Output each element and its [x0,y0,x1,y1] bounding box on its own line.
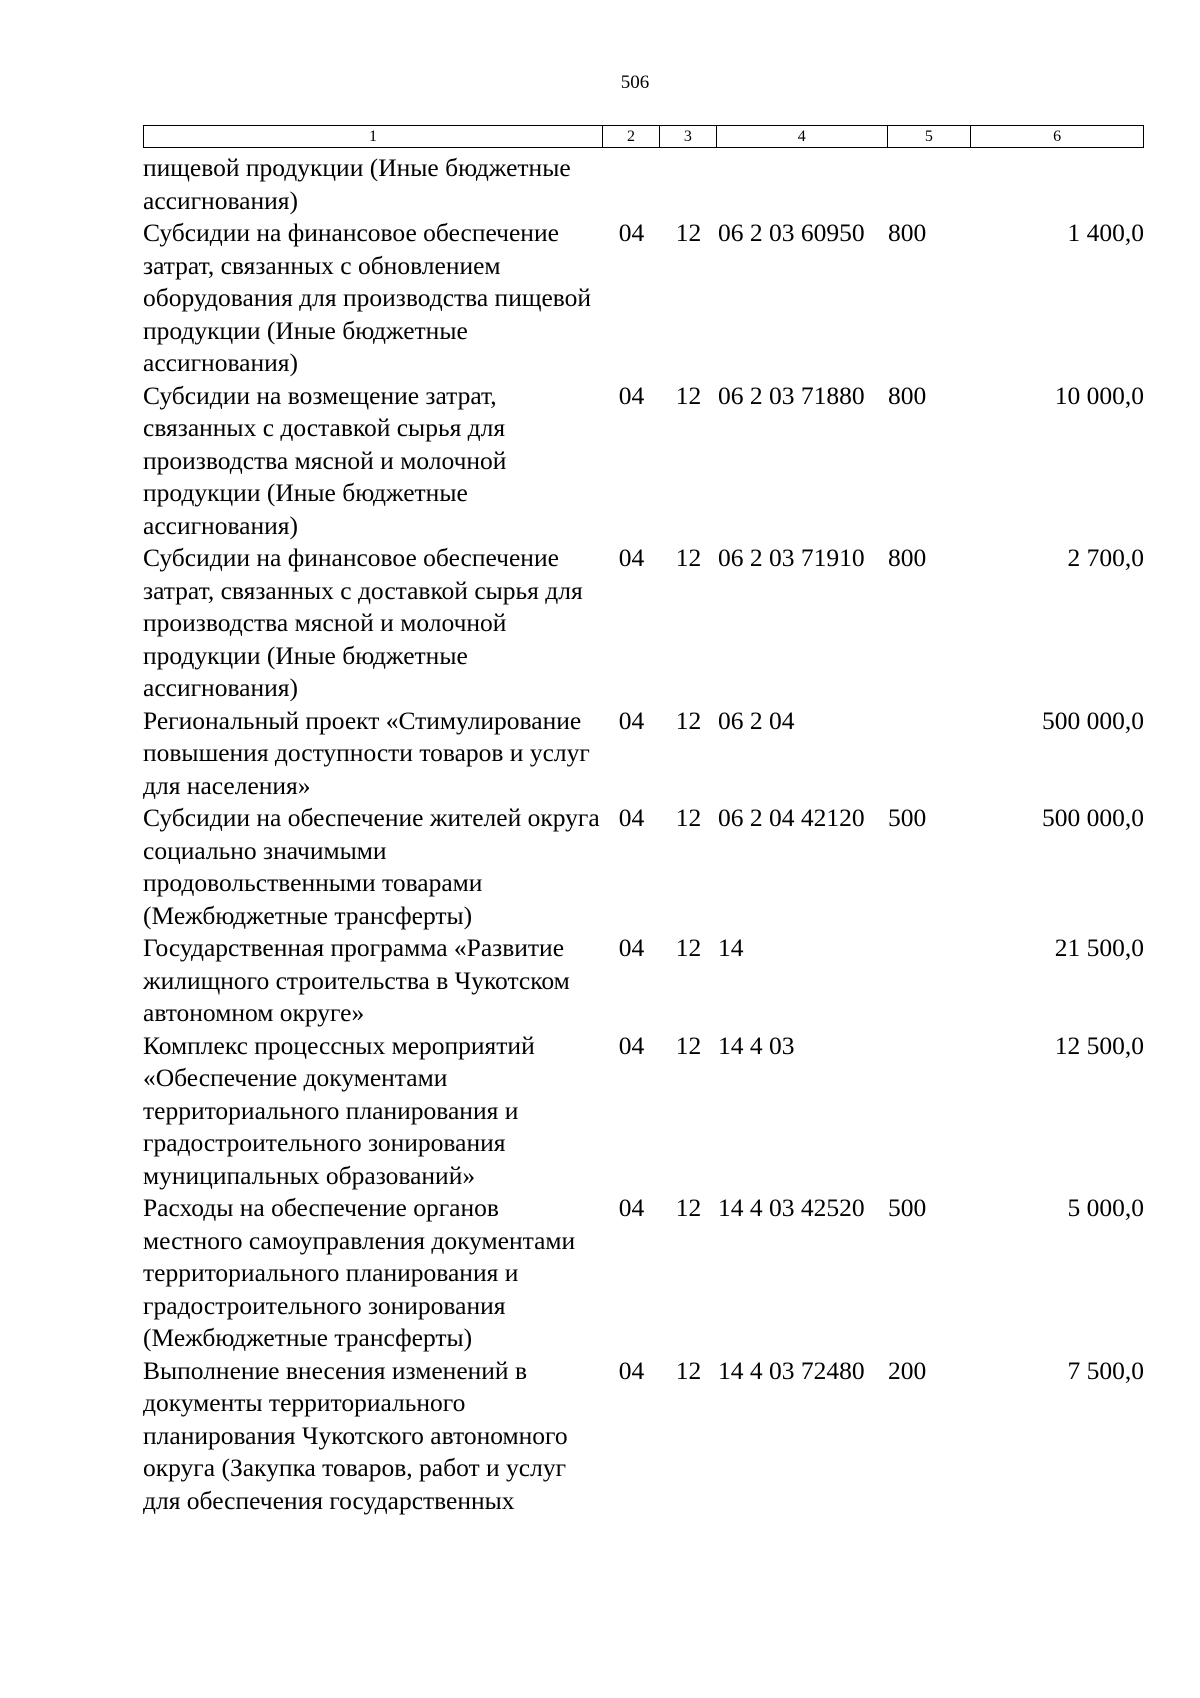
column-header-3: 3 [660,126,717,147]
row-vr [888,152,972,217]
row-vr: 800 [888,218,927,247]
row-pr: 12 [675,380,702,410]
row-rz: 04 [618,803,645,832]
row-rz [603,152,660,217]
row-name: Региональный проект «Стимулирование повышения доступности товаров и услуг для населения» [143,705,590,800]
table-row [143,802,1144,932]
row-vr [888,1030,972,1193]
row-pr: 12 [675,803,702,832]
row-rz: 04 [618,933,645,962]
row-name: Субсидии на финансовое обеспечение затрат, связанных с обновлением оборудования для производства пищевой продукции (Иные бюджетные ассигнования) [143,218,592,377]
row-name: Государственная программа «Развитие жилищного строительства в Чукотском автономном округе» [143,933,570,1027]
row-csr [717,152,888,217]
column-header-5: 5 [888,126,972,147]
row-amount: 5 000,0 [1067,1193,1144,1222]
row-amount: 2 700,0 [1067,543,1144,572]
table-row [143,217,1144,380]
row-vr [888,932,972,1030]
row-vr [888,705,972,803]
row-pr [660,152,717,217]
row-vr: 800 [888,543,927,572]
table-row [143,1030,1144,1193]
row-rz: 04 [618,380,645,410]
row-csr: 14 4 03 42520 [718,1193,865,1222]
row-amount: 21 500,0 [1054,933,1144,962]
row-pr: 12 [675,705,702,735]
table-row [143,380,1144,543]
row-rz: 04 [618,1193,645,1222]
row-pr: 12 [675,543,702,572]
row-amount: 10 000,0 [1054,380,1144,410]
table-body [143,152,1144,1517]
row-vr: 800 [888,380,927,410]
table-row [143,152,1144,217]
row-rz: 04 [618,1030,645,1060]
page-number: 506 [620,72,650,93]
row-name: Субсидии на финансовое обеспечение затрат, связанных с доставкой сырья для производства мясной и молочной продукции (Иные бюджетные ассигнования) [143,543,583,702]
row-pr: 12 [675,1030,702,1060]
row-csr: 06 2 04 [718,705,795,735]
table-row [143,542,1144,705]
row-csr: 06 2 04 42120 [718,803,865,832]
row-amount [972,152,1144,217]
table-header [143,125,1144,148]
row-csr: 06 2 03 71910 [718,543,865,572]
row-name: Субсидии на обеспечение жителей округа социально значимыми продовольственными товарами (Межбюджетные трансферты) [143,803,600,930]
column-header-1: 1 [144,126,603,147]
row-amount: 7 500,0 [1067,1355,1144,1385]
row-vr: 200 [888,1355,927,1385]
row-amount: 500 000,0 [1042,803,1144,832]
row-csr: 14 [718,933,744,962]
row-rz: 04 [618,705,645,735]
table-row [143,1355,1144,1518]
column-header-4: 4 [717,126,888,147]
row-name: Комплекс процессных мероприятий «Обеспечение документами территориального планирования и градостроительного зонирования муниципальных образований» [143,1030,535,1190]
row-amount: 12 500,0 [1054,1030,1144,1060]
row-name: Субсидии на возмещение затрат, связанных с доставкой сырья для производства мясной и молочной продукции (Иные бюджетные ассигнования) [143,380,507,540]
table-row [143,1192,1144,1355]
row-name: пищевой продукции (Иные бюджетные ассигнования) [143,153,571,215]
row-csr: 14 4 03 72480 [718,1355,865,1385]
column-header-6: 6 [1053,128,1062,145]
column-header-2: 2 [603,126,660,147]
row-csr: 14 4 03 [718,1030,795,1060]
table-row [143,705,1144,803]
row-vr: 500 [888,803,927,832]
table-row [143,932,1144,1030]
row-pr: 12 [675,218,702,247]
row-csr: 06 2 03 60950 [718,218,865,247]
row-amount: 500 000,0 [1042,705,1144,735]
row-pr: 12 [675,933,702,962]
row-name: Выполнение внесения изменений в документы территориального планирования Чукотского автономного округа (Закупка товаров, работ и услуг для обеспечения государственных [143,1355,568,1515]
row-csr: 06 2 03 71880 [718,380,865,410]
row-rz: 04 [618,543,645,572]
row-vr: 500 [888,1193,927,1222]
row-pr: 12 [675,1355,702,1385]
row-name: Расходы на обеспечение органов местного самоуправления документами территориального планирования и градостроительного зонирования (Межбюджетные трансферты) [143,1193,576,1352]
row-rz: 04 [618,218,645,247]
row-rz: 04 [618,1355,645,1385]
row-amount: 1 400,0 [1067,218,1144,247]
row-pr: 12 [675,1193,702,1222]
